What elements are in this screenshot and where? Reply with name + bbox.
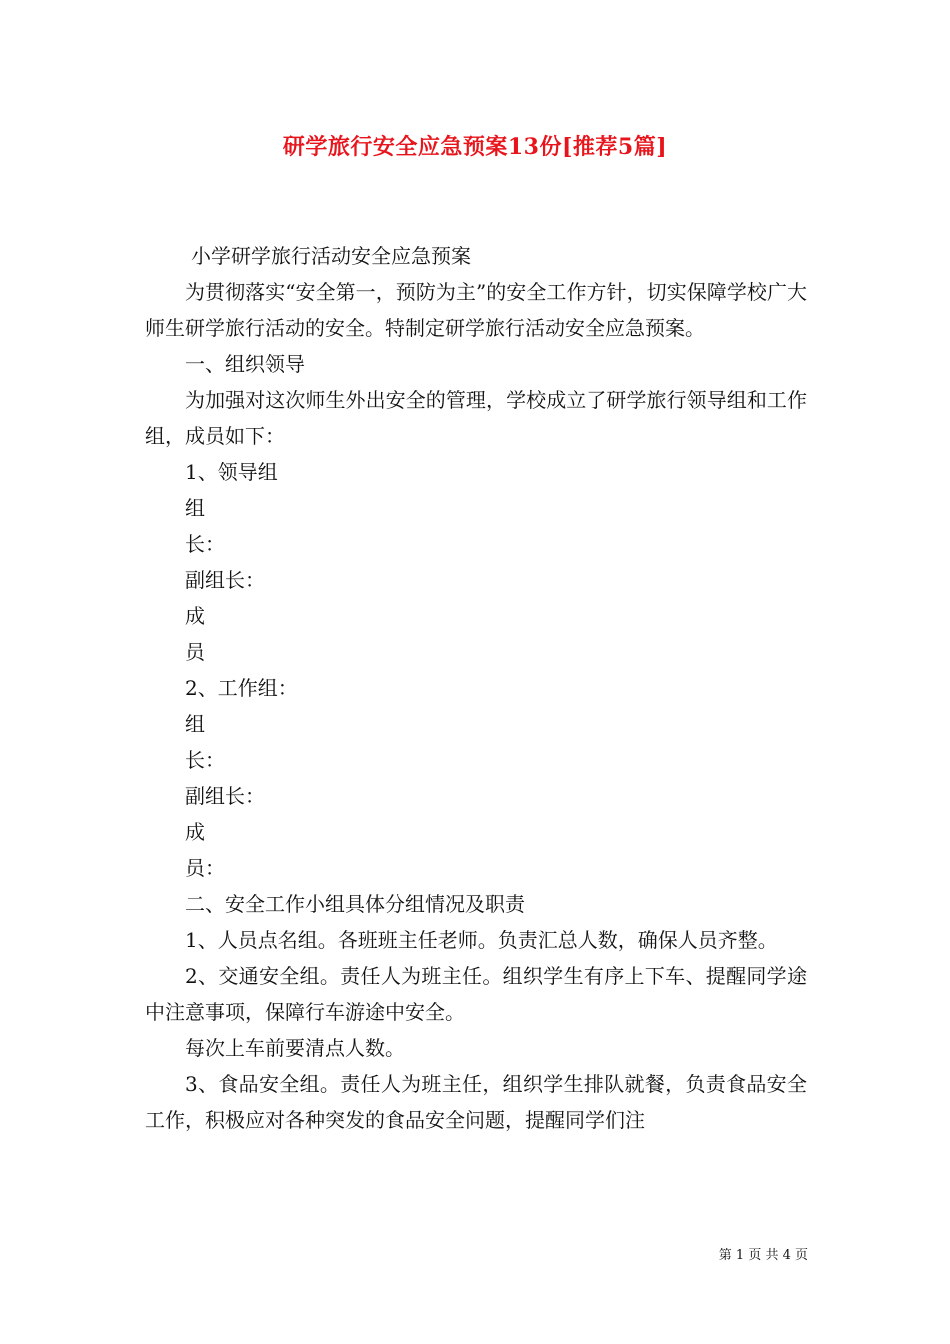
list-line: 成: [185, 820, 205, 844]
list-line: 副组长：: [185, 568, 265, 592]
list-item-leader-group: 1、领导组: [185, 460, 278, 484]
list-item-work-group: 2、工作组：: [185, 676, 298, 700]
paragraph-roll-call: 1、人员点名组。各班班主任老师。负责汇总人数，确保人员齐整。: [185, 928, 778, 952]
list-line: 副组长：: [185, 784, 265, 808]
paragraph-organization: 为加强对这次师生外出安全的管理，学校成立了研学旅行领导组和工作组，成员如下：: [145, 388, 807, 448]
section-heading-2: 二、安全工作小组具体分组情况及职责: [185, 892, 525, 916]
list-line: 成: [185, 604, 205, 628]
paragraph-heading: 小学研学旅行活动安全应急预案: [191, 244, 471, 268]
section-heading-1: 一、组织领导: [185, 352, 305, 376]
list-line: 员：: [185, 856, 225, 880]
list-line: 长：: [185, 532, 225, 556]
list-line: 组: [185, 496, 205, 520]
page-footer: 第 1 页 共 4 页: [718, 1248, 808, 1263]
paragraph-food-safety: 3、食品安全组。责任人为班主任，组织学生排队就餐，负责食品安全工作，积极应对各种突发的食品安全问题，提醒同学们注: [145, 1072, 807, 1132]
paragraph-traffic: 2、交通安全组。责任人为班主任。组织学生有序上下车、提醒同学途中注意事项，保障行车游途中安全。: [145, 964, 807, 1024]
document-title: 研学旅行安全应急预案13份[推荐5篇]: [282, 134, 668, 160]
list-line: 长：: [185, 748, 225, 772]
document-body: [145, 238, 807, 1138]
list-line: 组: [185, 712, 205, 736]
paragraph-headcount: 每次上车前要清点人数。: [185, 1036, 405, 1060]
paragraph-intro: 为贯彻落实“安全第一，预防为主”的安全工作方针，切实保障学校广大师生研学旅行活动的安全。特制定研学旅行活动安全应急预案。: [145, 280, 807, 340]
list-line: 员: [185, 640, 205, 664]
